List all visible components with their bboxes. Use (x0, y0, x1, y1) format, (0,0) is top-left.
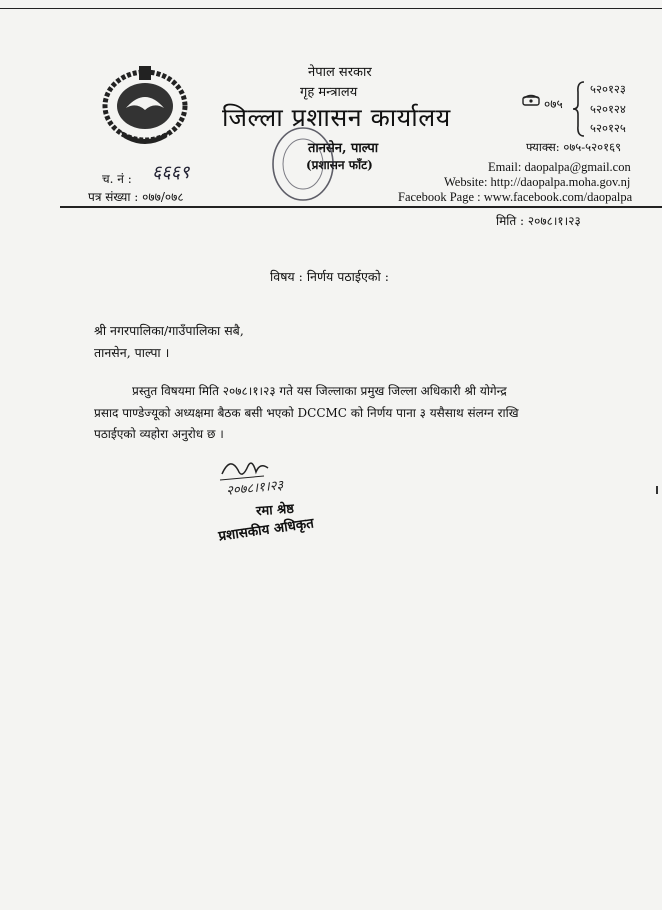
signature-date: २०७८।१।२३ (225, 478, 284, 499)
telephone-icon (522, 94, 540, 106)
phone-brace (572, 80, 586, 138)
ministry-name: गृह मन्त्रालय (300, 85, 358, 100)
patra-sankhya: पत्र संख्या : ०७७/०७८ (88, 190, 184, 204)
edge-mark (656, 486, 658, 494)
body-line: प्रसाद पाण्डेज्यूको अध्यक्षमा बैठक बसी भएको DCCMC को निर्णय पाना ३ यसैसाथ संलग्न राखि (94, 406, 519, 420)
facebook-text: Facebook Page : www.facebook.com/daopalpa (398, 190, 633, 204)
phone-number: ५२०१२४ (590, 102, 626, 116)
phone-area-code: ०७५ (544, 97, 563, 111)
signer-name: रमा श्रेष्ठ (255, 501, 295, 520)
phone-number: ५२०१२५ (590, 121, 626, 135)
signer-designation: प्रशासकीय अधिकृत (217, 515, 315, 545)
addressee-line: श्री नगरपालिका/गाउँपालिका सबै, (94, 323, 244, 338)
office-place: तानसेन, पाल्पा (308, 141, 379, 156)
top-border (0, 8, 662, 9)
phone-number: ५२०१२३ (590, 82, 626, 96)
addressee-line: तानसेन, पाल्पा । (94, 345, 170, 360)
nepal-emblem-icon (98, 60, 192, 146)
email-text: Email: daopalpa@gmail.con (488, 160, 631, 174)
website-text: Website: http://daopalpa.moha.gov.nj (444, 175, 631, 189)
chalani-number: ६६६९ (152, 162, 190, 183)
office-title: जिल्ला प्रशासन कार्यालय (222, 103, 451, 132)
letter-date: मिति : २०७८।१।२३ (496, 214, 581, 228)
body-line: पठाईएको व्यहोरा अनुरोध छ । (94, 427, 224, 441)
body-line: प्रस्तुत विषयमा मिति २०७८।१।२३ गते यस जिल्लाका प्रमुख जिल्ला अधिकारी श्री योगेन्द्र (132, 384, 507, 398)
header-divider (60, 206, 662, 208)
letter-subject: विषय : निर्णय पठाईएको : (270, 269, 389, 284)
chalani-label: च. नं : (102, 172, 132, 186)
government-name: नेपाल सरकार (308, 65, 372, 80)
office-section: (प्रशासन फाँट) (306, 158, 373, 172)
office-stamp-icon (266, 120, 340, 208)
fax-number: फ्याक्स: ०७५-५२०१६९ (526, 140, 622, 154)
